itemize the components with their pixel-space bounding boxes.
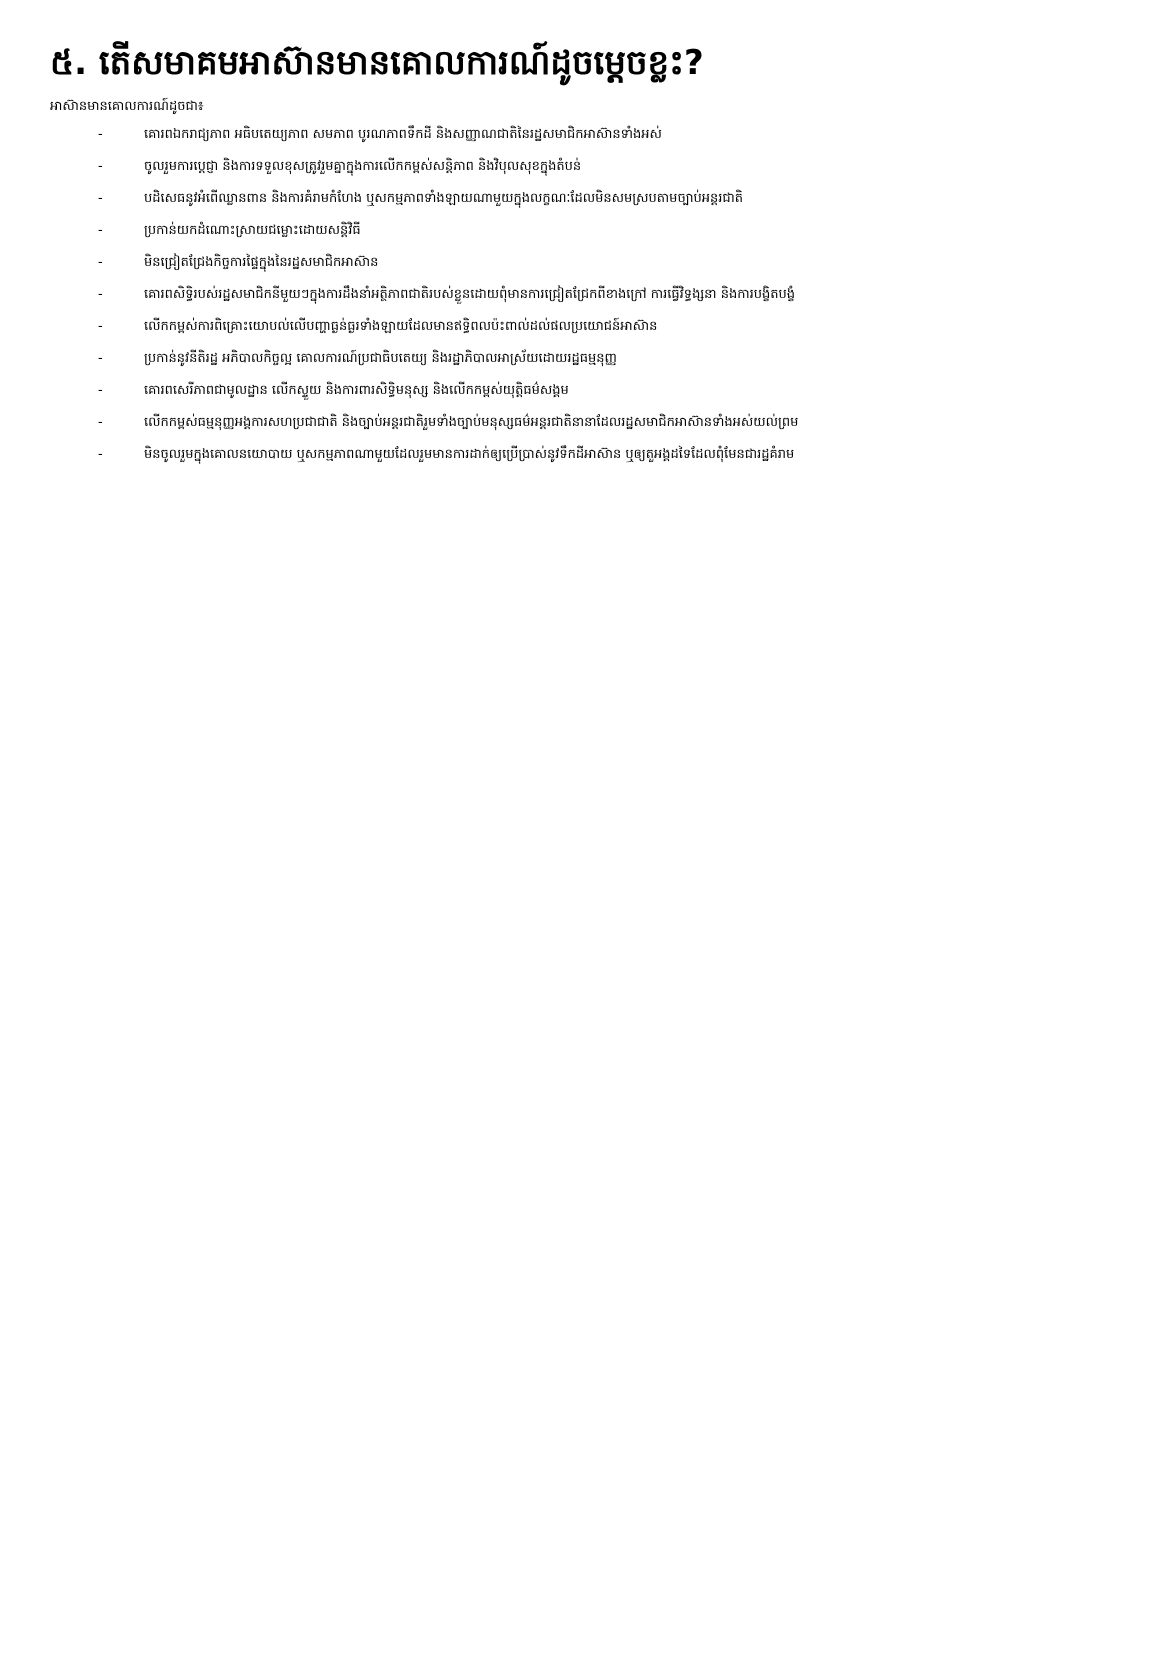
bullet-marker: -	[98, 383, 103, 398]
list-item	[50, 188, 1106, 210]
bullet-marker: -	[98, 223, 103, 238]
list-item	[50, 316, 1106, 338]
list-item-text: គោរពសេរីភាពជាមូលដ្ឋាន លើកស្ទួយ និងការពារសិទ្ធិមនុស្ស និងលើកកម្ពស់យុត្តិធម៌សង្គម	[144, 383, 569, 398]
list-item	[50, 124, 1106, 146]
list-item-text: មិនជ្រៀតជ្រែងកិច្ចការផ្ទៃក្នុងនៃរដ្ឋសមាជិកអាស៊ាន	[144, 255, 379, 270]
list-item	[50, 380, 1106, 402]
bullet-marker: -	[98, 159, 103, 174]
intro-text: អាស៊ានមានគោលការណ៍ដូចជា៖	[50, 99, 204, 114]
principles-list	[50, 124, 1106, 466]
list-item-text: លើកកម្ពស់ធម្មនុញ្ញអង្គការសហប្រជាជាតិ និងច្បាប់អន្តរជាតិរួមទាំងច្បាប់មនុស្សធម៌អន្តរជាតិនានាដែលរដ្ឋសមាជិកអាស៊ានទាំងអស់យល់ព្រម	[144, 415, 799, 430]
bullet-marker: -	[98, 319, 103, 334]
list-item	[50, 252, 1106, 274]
list-item	[50, 156, 1106, 178]
list-item-text: គោរពឯករាជ្យភាព អធិបតេយ្យភាព សមភាព បូរណភាពទឹកដី និងសញ្ញាណជាតិនៃរដ្ឋសមាជិកអាស៊ានទាំងអស់	[144, 127, 662, 142]
list-item-text: មិនចូលរួមក្នុងគោលនយោបាយ ឬសកម្មភាពណាមួយដែលរួមមានការដាក់ឲ្យប្រើប្រាស់នូវទឹកដីអាស៊ាន ឬឲ្យតួអង្គដទៃដែលពុំមែនជារដ្ឋគំរាម	[144, 447, 795, 462]
list-item	[50, 284, 1106, 306]
bullet-marker: -	[98, 191, 103, 206]
list-item	[50, 444, 1106, 466]
bullet-marker: -	[98, 447, 103, 462]
list-item	[50, 412, 1106, 434]
list-item	[50, 220, 1106, 242]
bullet-marker: -	[98, 287, 103, 302]
bullet-marker: -	[98, 415, 103, 430]
list-item-text: លើកកម្ពស់ការពិគ្រោះយោបល់លើបញ្ហាធ្ងន់ធ្ងរទាំងឡាយដែលមានឥទ្ធិពលប៉ះពាល់ដល់ផលប្រយោជន៍អាស៊ាន	[144, 319, 658, 334]
list-item-text: ប្រកាន់យកដំណោះស្រាយជម្លោះដោយសន្តិវិធី	[144, 223, 361, 238]
bullet-marker: -	[98, 127, 103, 142]
bullet-marker: -	[98, 351, 103, 366]
question-heading: ៥. តើសមាគមអាស៊ានមានគោលការណ៍ដូចម្តេចខ្លះ?	[50, 43, 704, 83]
bullet-marker: -	[98, 255, 103, 270]
list-item-text: បដិសេធនូវអំពើឈ្លានពាន និងការគំរាមកំហែង ឬសកម្មភាពទាំងឡាយណាមួយក្នុងលក្ខណៈដែលមិនសមស្របតាមច្បាប់អន្តរជាតិ	[144, 191, 744, 206]
list-item-text: ប្រកាន់នូវនីតិរដ្ឋ អភិបាលកិច្ចល្អ គោលការណ៍ប្រជាធិបតេយ្យ និងរដ្ឋាភិបាលអាស្រ័យដោយរដ្ឋធម្មនុញ្ញ	[144, 351, 617, 366]
list-item	[50, 348, 1106, 370]
list-item-text: ចូលរួមការប្តេជ្ញា និងការទទួលខុសត្រូវរួមគ្នាក្នុងការលើកកម្ពស់សន្តិភាព និងវិបុលសុខក្នុងតំបន់	[144, 159, 582, 174]
list-item-text: គោរពសិទ្ធិរបស់រដ្ឋសមាជិកនីមួយៗក្នុងការដឹងនាំអត្ថិភាពជាតិរបស់ខ្លួនដោយពុំមានការជ្រៀតជ្រែកពីខាងក្រៅ ការធ្វើវិទ្ធង្សនា និងការបង្ខិតបង្ខំ	[144, 287, 795, 302]
